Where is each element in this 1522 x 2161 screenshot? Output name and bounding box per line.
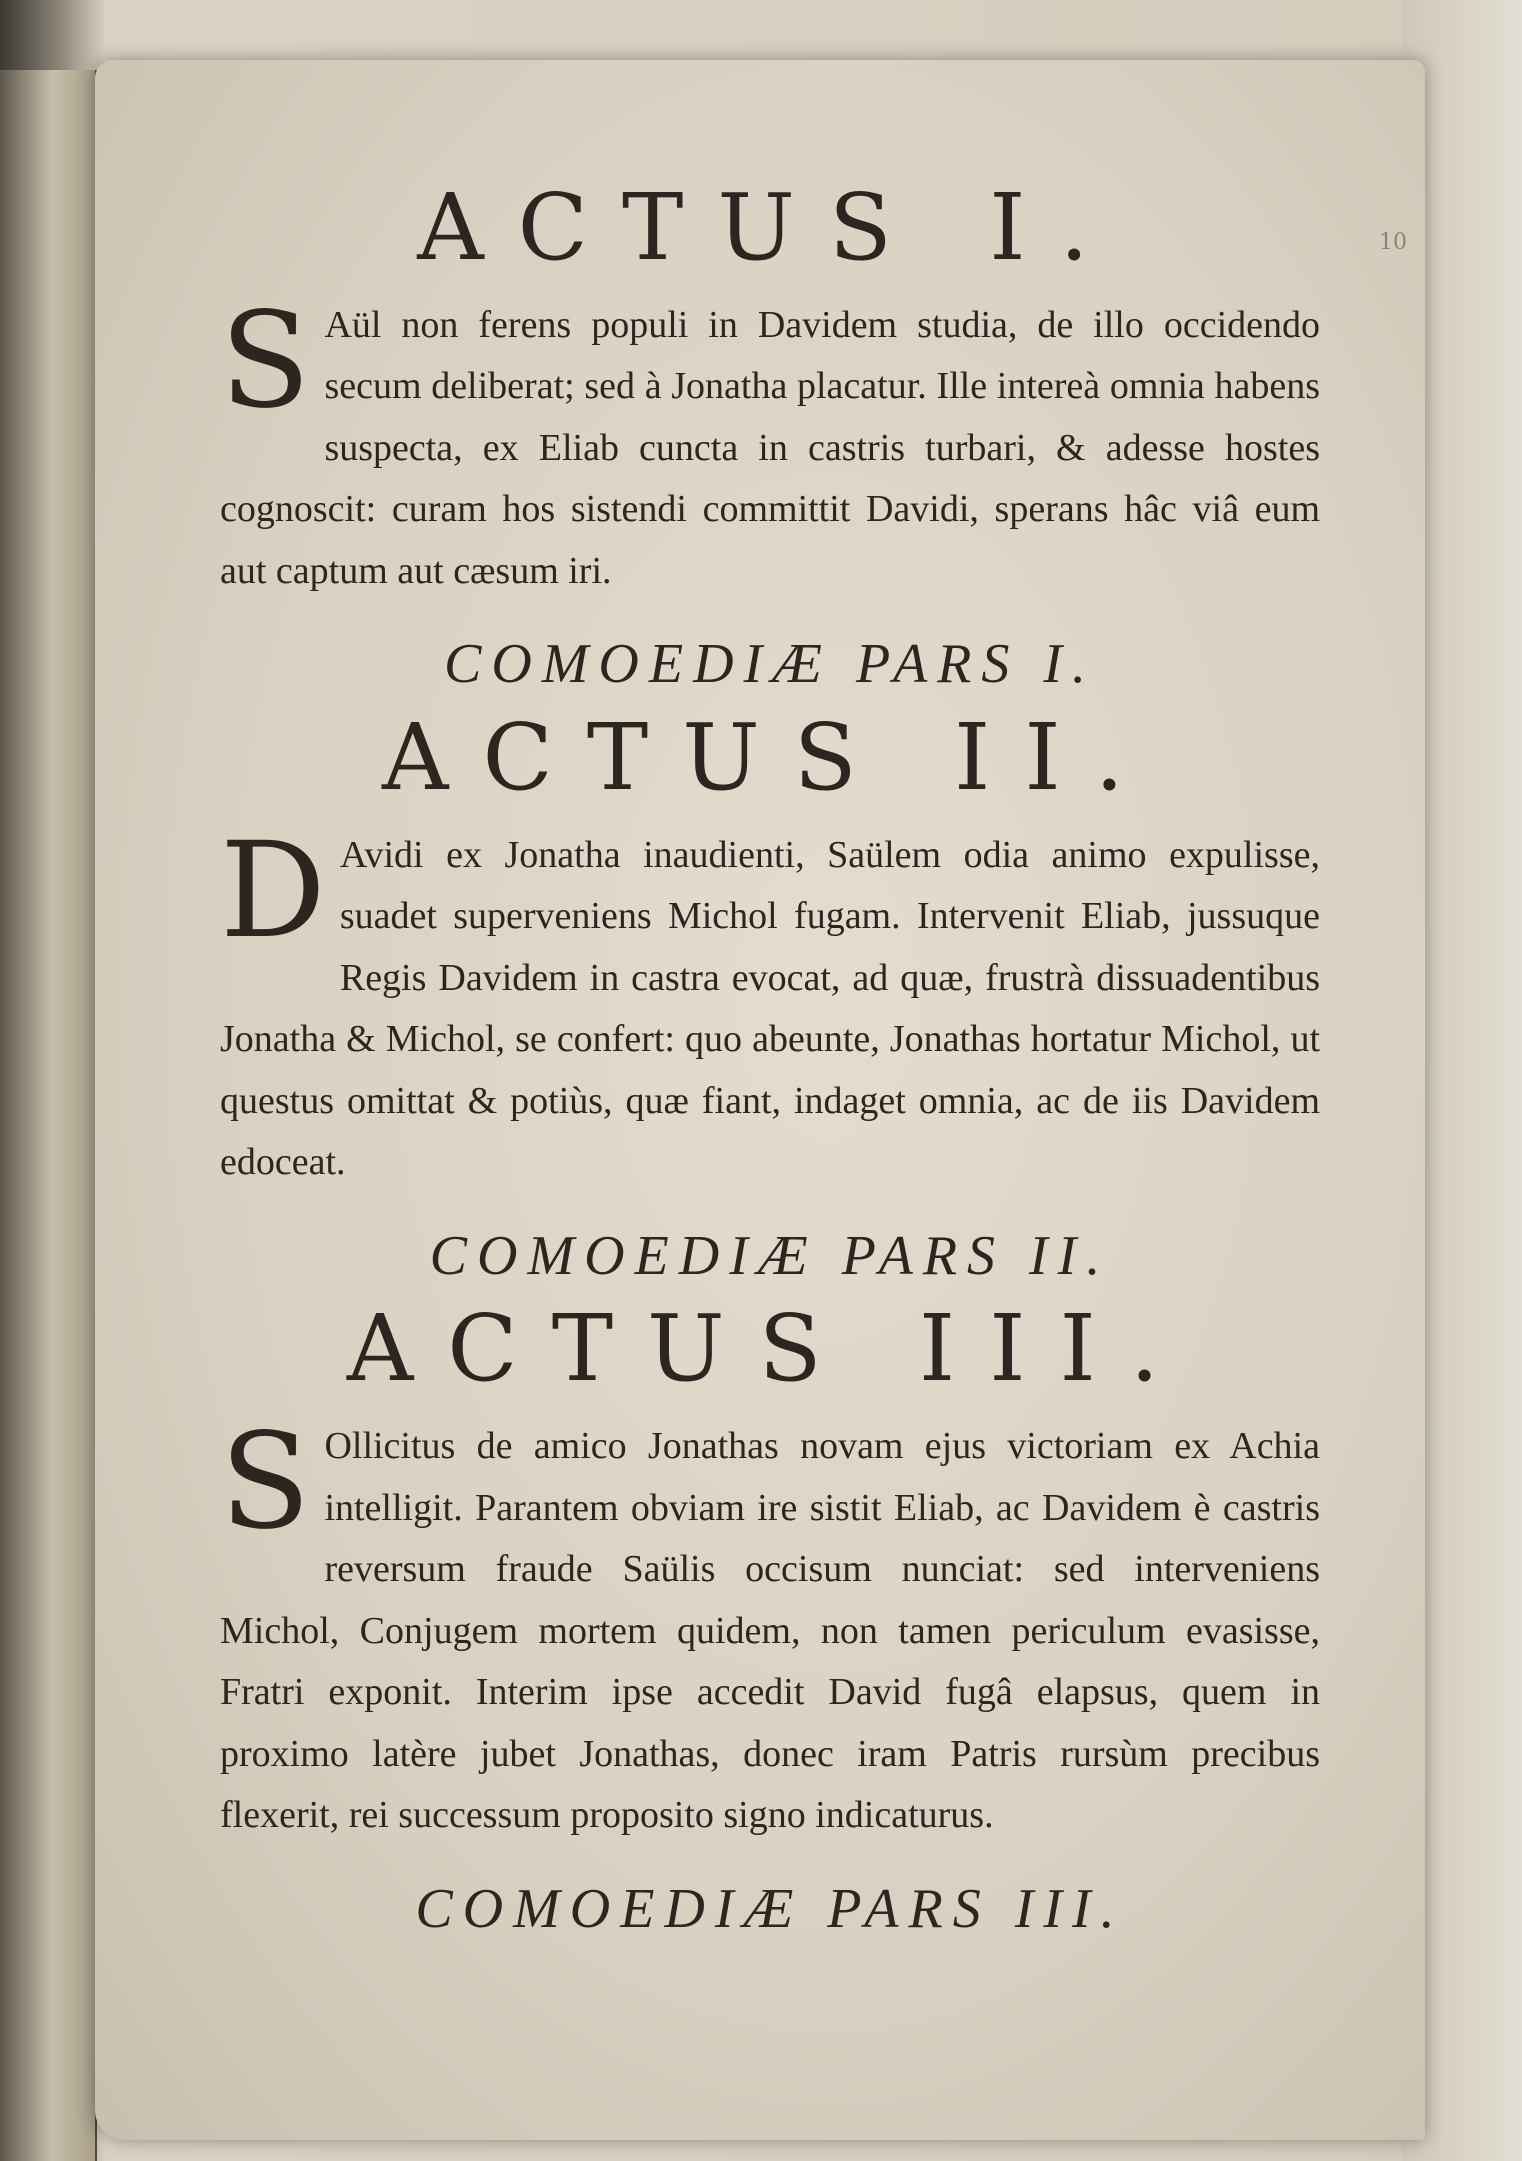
drop-cap: S [220, 1404, 311, 1559]
page-content [220, 174, 1320, 1954]
act-summary [220, 283, 1320, 603]
drop-cap: S [220, 283, 311, 438]
act-title: ACTUS I. [417, 174, 1123, 281]
comoedia-pars-heading: COMOEDIÆ PARS I. [443, 633, 1097, 696]
act-section-1 [220, 174, 1320, 696]
drop-cap: D [220, 813, 326, 968]
summary-text: Avidi ex Jonatha inaudienti, Saülem odia animo expulisse, suadet superveniens Michol fugam. Intervenit Eliab, jussuque Regis Davidem in castra evocat, ad quæ, frustrà dissuadentibus Jonatha & Michol, se confert: quo abeunte, Jonathas hortatur Michol, ut questus omittat & potiùs, quæ fiant, indaget omnia, ac de iis Davidem edoceat. [220, 833, 1320, 1184]
act-section-3 [220, 1295, 1320, 1940]
page-number: 10 [1379, 230, 1407, 255]
comoedia-pars-heading: COMOEDIÆ PARS II. [429, 1224, 1111, 1287]
book-page [95, 60, 1425, 2140]
act-title: ACTUS II. [382, 703, 1158, 811]
act-title: ACTUS III. [346, 1295, 1194, 1403]
summary-text: Aül non ferens populi in Davidem studia, de illo occidendo secum deliberat; sed à Jonatha placatur. Ille intereà omnia habens suspecta, ex Eliab cuncta in castris turbari, & adesse hostes cognoscit: curam hos sistendi committit Davidi, sperans hâc viâ eum aut captum aut cæsum iri. [220, 303, 1320, 592]
facing-page-edge [0, 70, 97, 2161]
act-section-2 [220, 703, 1320, 1287]
act-summary [220, 813, 1320, 1194]
act-summary [220, 1404, 1320, 1847]
comoedia-pars-heading: COMOEDIÆ PARS III. [415, 1877, 1125, 1940]
summary-text: Ollicitus de amico Jonathas novam ejus victoriam ex Achia intelligit. Parantem obviam ire sistit Eliab, ac Davidem è castris reversum fraude Saülis occisum nunciat: sed interveniens Michol, Conjugem mortem quidem, non tamen periculum evasisse, Fratri exponit. Interim ipse accedit David fugâ elapsus, quem in proximo latère jubet Jonathas, donec iram Patris rursùm precibus flexerit, rei successum proposito signo indicaturus. [220, 1424, 1320, 1837]
